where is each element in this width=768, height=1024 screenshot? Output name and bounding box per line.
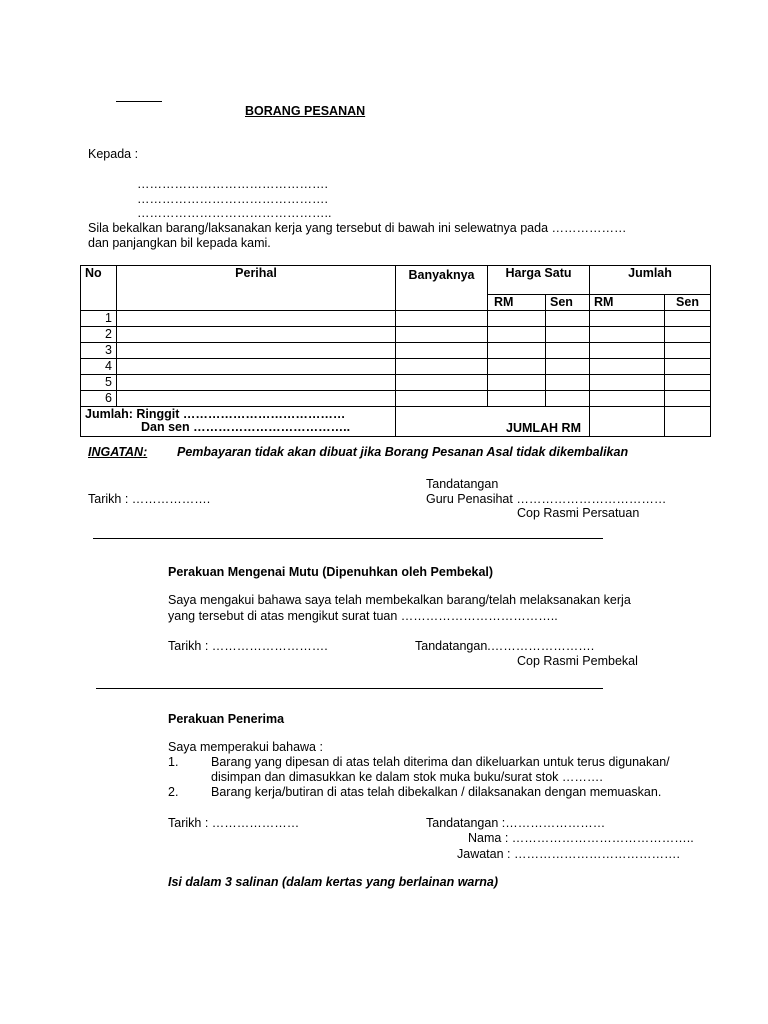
table-row <box>81 327 711 343</box>
cop-rasmi-persatuan: Cop Rasmi Persatuan <box>517 506 640 520</box>
section2-line1: Saya mengakui bahawa saya telah membekalkan barang/telah melaksanakan kerja <box>168 593 631 607</box>
cell-rm[interactable] <box>488 343 546 359</box>
row-number: 2 <box>81 327 117 343</box>
row-number: 4 <box>81 359 117 375</box>
intro-line-1: Sila bekalkan barang/laksanakan kerja yang tersebut di bawah ini selewatnya pada ……………… <box>88 221 627 235</box>
jawatan-field: Jawatan : …………………………………. <box>457 847 680 861</box>
kepada-label: Kepada : <box>88 147 139 161</box>
header-rm-total: RM <box>590 294 665 310</box>
cell-jumlah-rm[interactable] <box>590 375 665 391</box>
header-perihal: Perihal <box>117 266 396 311</box>
cell-perihal[interactable] <box>117 311 396 327</box>
cell-sen[interactable] <box>546 375 590 391</box>
section3-intro: Saya memperakui bahawa : <box>168 740 323 754</box>
cell-jumlah-sen[interactable] <box>665 343 711 359</box>
tandatangan-3: Tandatangan :…………………… <box>426 816 606 830</box>
table-footer-row <box>81 407 711 437</box>
footer-words <box>81 407 396 437</box>
cell-jumlah-sen[interactable] <box>665 375 711 391</box>
cell-rm[interactable] <box>488 311 546 327</box>
footer-ringgit: Jumlah: Ringgit ………………………………… <box>85 407 346 421</box>
header-no: No <box>81 266 117 311</box>
cell-jumlah-rm[interactable] <box>590 343 665 359</box>
section2-title: Perakuan Mengenai Mutu (Dipenuhkan oleh Pembekal) <box>168 565 494 579</box>
footer-sen: Dan sen ……………………………….. <box>141 420 351 434</box>
cell-banyaknya[interactable] <box>396 311 488 327</box>
cell-rm[interactable] <box>488 327 546 343</box>
table-row <box>81 359 711 375</box>
header-jumlah: Jumlah <box>590 266 711 295</box>
row-number: 5 <box>81 375 117 391</box>
cell-jumlah-sen[interactable] <box>665 359 711 375</box>
ingatan-text: Pembayaran tidak akan dibuat jika Borang Pesanan Asal tidak dikembalikan <box>177 445 629 459</box>
cell-perihal[interactable] <box>117 359 396 375</box>
item2-line1: Barang kerja/butiran di atas telah dibekalkan / dilaksanakan dengan memuaskan. <box>211 785 662 799</box>
row-number: 6 <box>81 391 117 407</box>
tarikh-2: Tarikh : ………………………. <box>168 639 328 653</box>
divider-2 <box>96 688 603 689</box>
cell-perihal[interactable] <box>117 327 396 343</box>
nama-field: Nama : …………………………………….. <box>468 831 694 845</box>
footer-jumlah-rm: JUMLAH RM <box>396 407 590 437</box>
cell-banyaknya[interactable] <box>396 391 488 407</box>
cell-perihal[interactable] <box>117 343 396 359</box>
cell-perihal[interactable] <box>117 391 396 407</box>
cell-jumlah-sen[interactable] <box>665 391 711 407</box>
divider-1 <box>93 538 603 539</box>
copies-note: Isi dalam 3 salinan (dalam kertas yang berlainan warna) <box>168 875 498 889</box>
section3-title: Perakuan Penerima <box>168 712 285 726</box>
row-number: 1 <box>81 311 117 327</box>
footer-total-sen[interactable] <box>665 407 711 437</box>
item2-number: 2. <box>168 785 179 799</box>
kepada-dots-2: ………………………………………. <box>137 192 328 206</box>
footer-total-rm[interactable] <box>590 407 665 437</box>
cell-rm[interactable] <box>488 375 546 391</box>
item1-line1: Barang yang dipesan di atas telah diterima dan dikeluarkan untuk terus digunakan/ <box>211 755 670 769</box>
cell-sen[interactable] <box>546 359 590 375</box>
kepada-dots-1: ………………………………………. <box>137 177 328 191</box>
ingatan-label: INGATAN: <box>88 445 148 459</box>
table-row <box>81 375 711 391</box>
intro-line-2: dan panjangkan bil kepada kami. <box>88 236 271 250</box>
order-table <box>80 265 711 437</box>
cell-jumlah-rm[interactable] <box>590 359 665 375</box>
header-sen: Sen <box>546 294 590 310</box>
tarikh-1: Tarikh : ………………. <box>88 492 211 506</box>
table-row <box>81 311 711 327</box>
header-harga-satu: Harga Satu <box>488 266 590 295</box>
kepada-dots-3: ……………………………………….. <box>137 206 332 220</box>
cell-banyaknya[interactable] <box>396 375 488 391</box>
header-sen-total: Sen <box>665 294 711 310</box>
table-row <box>81 391 711 407</box>
cell-jumlah-rm[interactable] <box>590 327 665 343</box>
cell-rm[interactable] <box>488 391 546 407</box>
tarikh-3: Tarikh : ………………… <box>168 816 300 830</box>
cell-jumlah-sen[interactable] <box>665 327 711 343</box>
header-rm: RM <box>488 294 546 310</box>
cell-jumlah-rm[interactable] <box>590 311 665 327</box>
row-number: 3 <box>81 343 117 359</box>
section2-line2: yang tersebut di atas mengikut surat tuan ……………………………….. <box>168 609 558 623</box>
header-banyaknya: Banyaknya <box>396 266 488 311</box>
cell-jumlah-sen[interactable] <box>665 311 711 327</box>
cell-banyaknya[interactable] <box>396 327 488 343</box>
cell-sen[interactable] <box>546 343 590 359</box>
cell-rm[interactable] <box>488 359 546 375</box>
tandatangan-label: Tandatangan <box>426 477 499 491</box>
cell-sen[interactable] <box>546 391 590 407</box>
cell-banyaknya[interactable] <box>396 343 488 359</box>
item1-line2: disimpan dan dimasukkan ke dalam stok muka buku/surat stok ………. <box>211 770 603 784</box>
guru-penasihat: Guru Penasihat ……………………………… <box>426 492 667 506</box>
cell-jumlah-rm[interactable] <box>590 391 665 407</box>
cell-banyaknya[interactable] <box>396 359 488 375</box>
page-title: BORANG PESANAN <box>245 104 366 118</box>
cell-sen[interactable] <box>546 311 590 327</box>
top-reference-line <box>116 101 162 102</box>
item1-number: 1. <box>168 755 179 769</box>
cell-sen[interactable] <box>546 327 590 343</box>
table-row <box>81 343 711 359</box>
cop-rasmi-pembekal: Cop Rasmi Pembekal <box>517 654 638 668</box>
tandatangan-2: Tandatangan.……………………. <box>415 639 595 653</box>
table-header-row <box>81 266 711 295</box>
cell-perihal[interactable] <box>117 375 396 391</box>
